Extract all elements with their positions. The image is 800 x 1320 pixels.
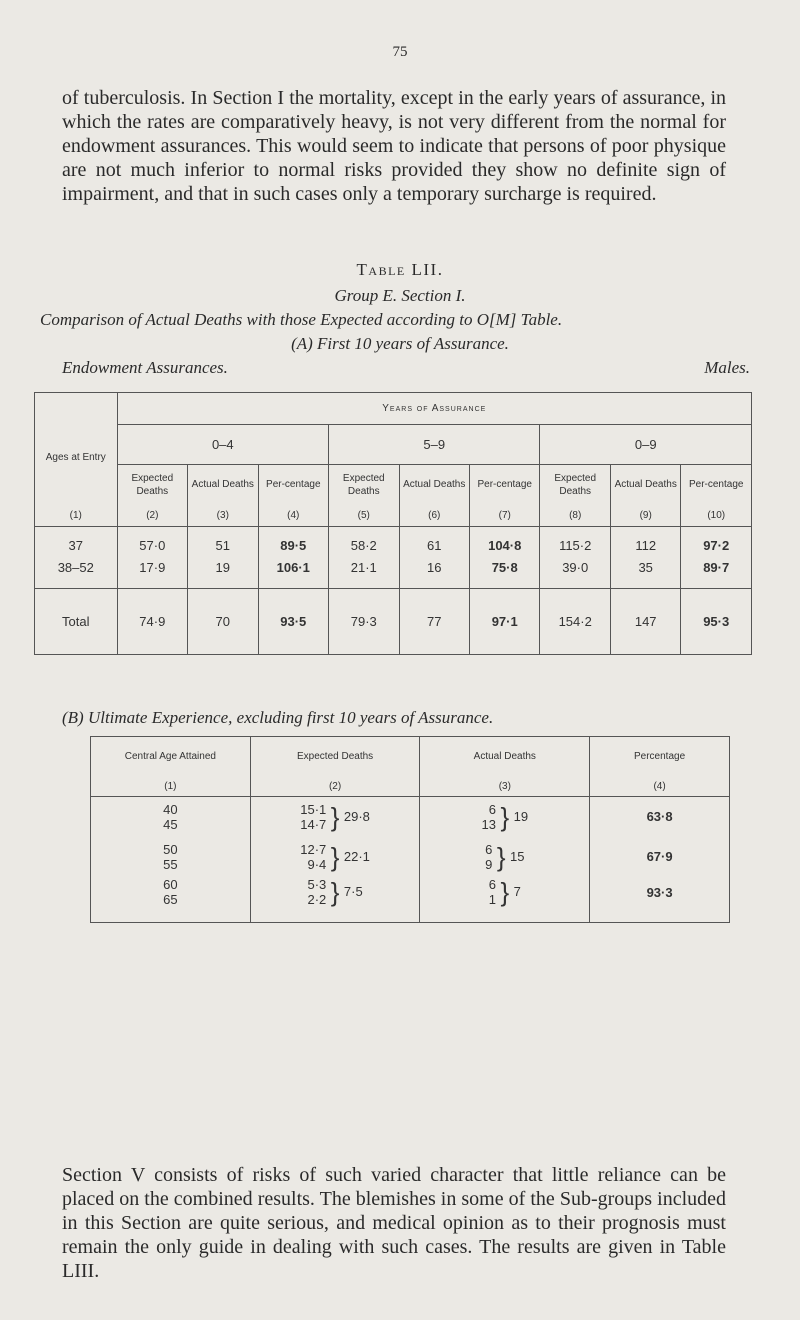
group-section-line: Group E. Section I. <box>334 286 466 305</box>
expected-cell <box>250 877 420 923</box>
percentage-cell: 93·3 <box>590 877 730 923</box>
age: 40 <box>163 801 178 817</box>
brace-icon: } <box>330 841 340 872</box>
age: 55 <box>163 856 178 872</box>
expected-total: 7·5 <box>343 884 363 899</box>
table-a <box>34 392 752 655</box>
cell: 57·0 <box>139 538 166 553</box>
cell: 61 <box>427 538 442 553</box>
endowment-label: Endowment Assurances. <box>62 358 228 377</box>
cell: 106·1 <box>276 560 310 575</box>
total-cell: 79·3 <box>329 589 399 655</box>
header-num-1: (1) <box>91 777 251 797</box>
cell: 115·2 <box>559 538 592 553</box>
brace-icon: } <box>500 801 510 832</box>
brace-icon: } <box>330 876 340 907</box>
cell: 89·7 <box>703 560 730 575</box>
cell: 104·8 <box>488 538 522 553</box>
col-header-10: Per-centage <box>681 465 752 505</box>
age: 45 <box>163 816 178 832</box>
value: 1 <box>488 891 496 907</box>
total-cell: 147 <box>610 589 680 655</box>
table-row <box>35 527 752 589</box>
value: 2·2 <box>307 891 327 907</box>
table-row <box>91 837 730 877</box>
col-num-3: (3) <box>188 505 258 527</box>
value: 14·7 <box>300 816 327 832</box>
header-num-2: (2) <box>250 777 420 797</box>
section-b-caption: (B) Ultimate Experience, excluding first 10 years of Assurance. <box>62 708 494 727</box>
expected-0-4 <box>117 527 187 589</box>
col-header-5: Expected Deaths <box>329 465 399 505</box>
actual-total: 7 <box>513 884 521 899</box>
col-header-3: Actual Deaths <box>188 465 258 505</box>
value: 13 <box>481 816 496 832</box>
header-num-3: (3) <box>420 777 590 797</box>
total-cell: 77 <box>399 589 469 655</box>
header-num-4: (4) <box>590 777 730 797</box>
value: 9·4 <box>307 856 327 872</box>
percentage-5-9 <box>469 527 539 589</box>
percentage-cell: 63·8 <box>590 797 730 837</box>
cell: 89·5 <box>280 538 307 553</box>
total-cell: 70 <box>188 589 258 655</box>
table-title: Table LII. <box>356 260 444 279</box>
expected-0-9 <box>540 527 610 589</box>
col-num-9: (9) <box>610 505 680 527</box>
actual-cell <box>420 797 590 837</box>
actual-5-9 <box>399 527 469 589</box>
age: 50 <box>163 841 178 857</box>
cell: 21·1 <box>350 560 377 575</box>
ages-cell <box>91 877 251 923</box>
cell: 35 <box>638 560 653 575</box>
expected-cell <box>250 837 420 877</box>
years-header: Years of Assurance <box>117 393 751 425</box>
percentage-0-4 <box>258 527 328 589</box>
col-header-4: Per-centage <box>258 465 328 505</box>
paragraph-intro: of tuberculosis. In Section I the mortality, except in the early years of assurance, in which the rates are comparatively heavy, is not very different from the normal for endowment assurances. This would seem to indicate that persons of poor physique are not much inferior to normal risks provided they show no definite sign of impairment, and that in such cases only a temporary surcharge is required. <box>62 87 726 205</box>
cell: 112 <box>635 538 657 553</box>
col-header-7: Per-centage <box>469 465 539 505</box>
actual-total: 15 <box>509 849 525 864</box>
col-num-4: (4) <box>258 505 328 527</box>
header-central-age: Central Age Attained <box>91 737 251 777</box>
expected-total: 22·1 <box>343 849 370 864</box>
age: 60 <box>163 876 178 892</box>
table-row <box>91 877 730 923</box>
ages-cell <box>91 837 251 877</box>
col-header-9: Actual Deaths <box>610 465 680 505</box>
brace-icon: } <box>330 801 340 832</box>
value: 6 <box>485 841 493 857</box>
section-a-caption: (A) First 10 years of Assurance. <box>291 334 509 353</box>
col-num-2: (2) <box>117 505 187 527</box>
group-0-9: 0–9 <box>540 425 752 465</box>
group-0-4: 0–4 <box>117 425 328 465</box>
expected-total: 29·8 <box>343 809 370 825</box>
col-header-8: Expected Deaths <box>540 465 610 505</box>
total-label: Total <box>35 589 118 655</box>
total-cell: 97·1 <box>469 589 539 655</box>
cell: 97·2 <box>703 538 730 553</box>
col-num-8: (8) <box>540 505 610 527</box>
age: 65 <box>163 891 178 907</box>
page-number: 75 <box>392 44 408 60</box>
age-38-52: 38–52 <box>57 560 94 575</box>
total-cell: 93·5 <box>258 589 328 655</box>
percentage-cell: 67·9 <box>590 837 730 877</box>
value: 5·3 <box>307 876 327 892</box>
col-header-2: Expected Deaths <box>117 465 187 505</box>
ages-cell <box>91 797 251 837</box>
header-percentage: Percentage <box>590 737 730 777</box>
ages-at-entry-header <box>35 393 118 505</box>
header-expected: Expected Deaths <box>250 737 420 777</box>
brace-icon: } <box>496 841 506 872</box>
actual-cell <box>420 877 590 923</box>
expected-cell <box>250 797 420 837</box>
cell: 58·2 <box>350 538 377 553</box>
cell: 39·0 <box>562 560 589 575</box>
table-b <box>90 736 730 923</box>
paragraph-section-v: Section V consists of risks of such varied character that little reliance can be placed on the combined results. The blemishes in some of the Sub-groups included in this Section are quite serious, and medical opinion as to their prognosis must remain the only guide in dealing with such cases. The results are given in Table LIII. <box>62 1164 726 1282</box>
actual-0-4 <box>188 527 258 589</box>
actual-total: 19 <box>513 809 529 825</box>
cell: 75·8 <box>491 560 518 575</box>
comparison-caption: Comparison of Actual Deaths with those Expected according to O[M] Table. <box>40 310 563 329</box>
value: 12·7 <box>300 841 327 857</box>
cell: 19 <box>215 560 231 575</box>
cell: 51 <box>215 538 231 553</box>
col-num-10: (10) <box>681 505 752 527</box>
brace-icon: } <box>500 876 510 907</box>
age-cell <box>35 527 118 589</box>
total-cell: 74·9 <box>117 589 187 655</box>
actual-0-9 <box>610 527 680 589</box>
value: 6 <box>488 801 496 817</box>
col-num-1: (1) <box>35 505 118 527</box>
value: 9 <box>485 856 493 872</box>
value: 6 <box>488 876 496 892</box>
table-row <box>91 797 730 837</box>
col-num-7: (7) <box>469 505 539 527</box>
total-cell: 154·2 <box>540 589 610 655</box>
total-row <box>35 589 752 655</box>
expected-5-9 <box>329 527 399 589</box>
header-actual: Actual Deaths <box>420 737 590 777</box>
percentage-0-9 <box>681 527 752 589</box>
col-num-5: (5) <box>329 505 399 527</box>
age-37: 37 <box>68 538 84 553</box>
actual-cell <box>420 837 590 877</box>
col-header-6: Actual Deaths <box>399 465 469 505</box>
col-num-6: (6) <box>399 505 469 527</box>
cell: 16 <box>427 560 442 575</box>
males-label: Males. <box>704 358 750 377</box>
cell: 17·9 <box>139 560 166 575</box>
group-5-9: 5–9 <box>329 425 540 465</box>
total-cell: 95·3 <box>681 589 752 655</box>
value: 15·1 <box>300 801 327 817</box>
ages-header-label: Ages at Entry <box>45 452 106 463</box>
